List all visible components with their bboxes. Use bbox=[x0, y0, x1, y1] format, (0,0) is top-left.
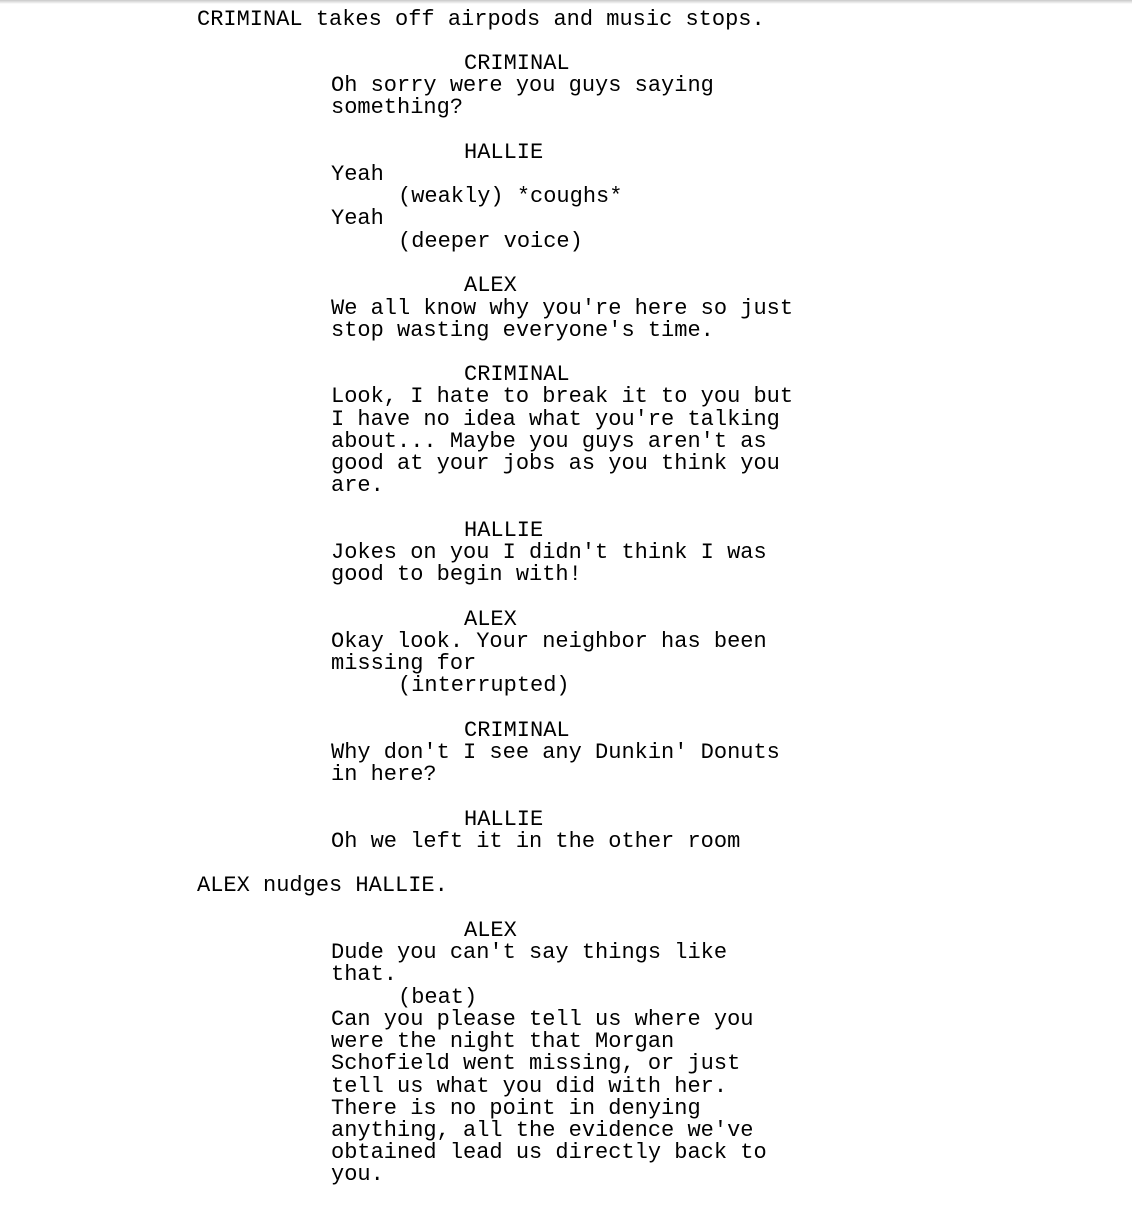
dialogue-line: Dude you can't say things like bbox=[331, 940, 728, 965]
dialogue-line: Look, I hate to break it to you but bbox=[331, 384, 794, 409]
character-name: ALEX bbox=[464, 607, 517, 632]
dialogue-line: obtained lead us directly back to bbox=[331, 1140, 767, 1165]
character-name: CRIMINAL bbox=[464, 51, 570, 76]
dialogue-line: Oh we left it in the other room bbox=[331, 829, 741, 854]
character-name: CRIMINAL bbox=[464, 362, 570, 387]
character-name: CRIMINAL bbox=[464, 718, 570, 743]
dialogue-line: Oh sorry were you guys saying bbox=[331, 73, 714, 98]
dialogue-line: There is no point in denying bbox=[331, 1096, 701, 1121]
dialogue-line: you. bbox=[331, 1162, 384, 1187]
dialogue-line: Yeah bbox=[331, 206, 384, 231]
character-name: HALLIE bbox=[464, 518, 544, 543]
action-line: ALEX nudges HALLIE. bbox=[197, 873, 448, 898]
parenthetical: (beat) bbox=[398, 985, 478, 1010]
parenthetical: (interrupted) bbox=[398, 673, 570, 698]
dialogue-line: are. bbox=[331, 473, 384, 498]
dialogue-line: that. bbox=[331, 962, 398, 987]
dialogue-line: anything, all the evidence we've bbox=[331, 1118, 754, 1143]
dialogue-line: We all know why you're here so just bbox=[331, 296, 794, 321]
dialogue-line: about... Maybe you guys aren't as bbox=[331, 429, 767, 454]
character-name: ALEX bbox=[464, 918, 517, 943]
dialogue-line: I have no idea what you're talking bbox=[331, 407, 780, 432]
character-name: ALEX bbox=[464, 273, 517, 298]
dialogue-line: something? bbox=[331, 95, 464, 120]
dialogue-line: Okay look. Your neighbor has been bbox=[331, 629, 767, 654]
dialogue-line: Yeah bbox=[331, 162, 384, 187]
dialogue-line: Schofield went missing, or just bbox=[331, 1051, 741, 1076]
dialogue-line: good at your jobs as you think you bbox=[331, 451, 780, 476]
dialogue-line: stop wasting everyone's time. bbox=[331, 318, 714, 343]
dialogue-line: Can you please tell us where you bbox=[331, 1007, 754, 1032]
dialogue-line: Jokes on you I didn't think I was bbox=[331, 540, 767, 565]
character-name: HALLIE bbox=[464, 140, 544, 165]
dialogue-line: in here? bbox=[331, 762, 437, 787]
action-line: CRIMINAL takes off airpods and music stops. bbox=[197, 7, 765, 32]
dialogue-line: tell us what you did with her. bbox=[331, 1074, 728, 1099]
dialogue-line: Why don't I see any Dunkin' Donuts bbox=[331, 740, 780, 765]
dialogue-line: good to begin with! bbox=[331, 562, 582, 587]
character-name: HALLIE bbox=[464, 807, 544, 832]
viewer-top-shadow bbox=[0, 0, 1132, 4]
dialogue-line: were the night that Morgan bbox=[331, 1029, 675, 1054]
parenthetical: (deeper voice) bbox=[398, 229, 583, 254]
parenthetical: (weakly) *coughs* bbox=[398, 184, 623, 209]
dialogue-line: missing for bbox=[331, 651, 477, 676]
